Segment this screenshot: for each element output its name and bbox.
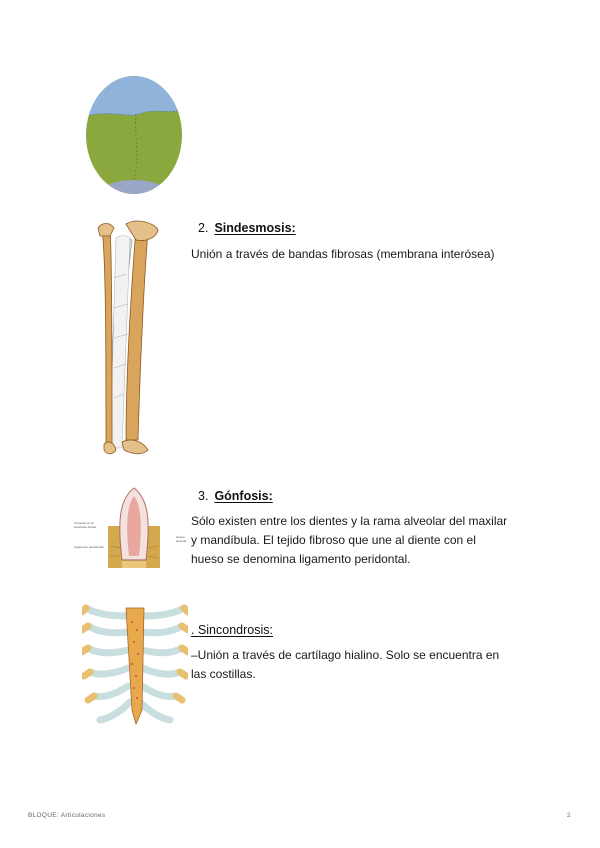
section-title: Gónfosis:	[214, 489, 273, 503]
footer-label: BLOQUE: Articulaciones	[28, 812, 106, 819]
section-body-gonfosis	[191, 512, 591, 569]
section-number: 3.	[198, 489, 209, 503]
body-line: Sólo existen entre los dientes y la rama alveolar del maxilar	[191, 514, 508, 528]
section-heading-sindesmosis	[198, 221, 296, 235]
tooth-figure	[74, 486, 194, 578]
section-body-sincondrosis	[191, 646, 591, 684]
section-heading-sincondrosis	[191, 623, 273, 637]
tooth-label-cementum: Cemento en la superficie dental	[74, 521, 96, 529]
body-line: hueso se denomina ligamento peridontal.	[191, 552, 411, 566]
tooth-label-ligament: Ligamento periodontal	[74, 545, 104, 549]
tooth-label-bone: Hueso alveolar	[176, 535, 187, 543]
page-number: 2	[567, 812, 571, 819]
tibia-fibula-illustration	[96, 218, 166, 458]
body-line: Unión a través de bandas fibrosas (membrana interósea)	[191, 247, 495, 261]
body-line: y mandíbula. El tejido fibroso que une al diente con el	[191, 533, 476, 547]
tooth-illustration	[108, 486, 160, 568]
section-body-sindesmosis	[191, 245, 571, 264]
skull-illustration	[84, 74, 184, 196]
section-title: Sindesmosis:	[214, 221, 296, 235]
section-heading-gonfosis	[198, 489, 273, 503]
section-title: . Sincondrosis:	[191, 623, 273, 637]
body-line: –Unión a través de cartílago hialino. Solo se encuentra en	[191, 648, 500, 662]
section-number: 2.	[198, 221, 209, 235]
body-line: las costillas.	[191, 667, 256, 681]
ribcage-illustration	[82, 602, 188, 732]
